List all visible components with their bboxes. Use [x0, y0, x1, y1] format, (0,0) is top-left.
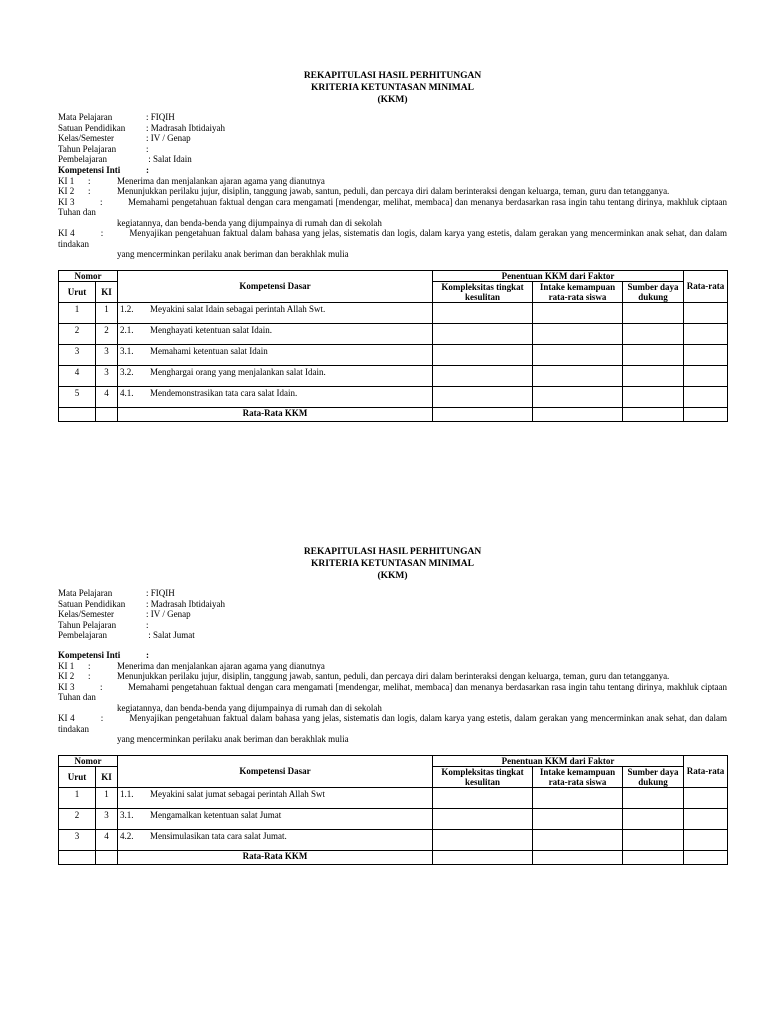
meta-block: [58, 112, 727, 165]
kkm-section-1: [58, 70, 730, 422]
cell-ki: 4: [96, 386, 118, 407]
cell-ki: 4: [96, 829, 118, 850]
header-ki: KI: [96, 766, 118, 787]
cell-empty: [533, 407, 623, 421]
cell-kompetensi-dasar: 2.1. Menghayati ketentuan salat Idain.: [118, 323, 433, 344]
cell-ki: 1: [96, 787, 118, 808]
cell-kompetensi-dasar: 3.1. Memahami ketentuan salat Idain: [118, 344, 433, 365]
meta-mata-pelajaran: Mata Pelajaran : FIQIH: [58, 588, 175, 598]
cell-intake: [533, 323, 623, 344]
kompetensi-inti-heading: Kompetensi Inti :: [58, 649, 149, 660]
cell-urut: 4: [59, 365, 96, 386]
cell-sumber-daya: [623, 365, 684, 386]
kkm-table: [58, 755, 728, 865]
cell-urut: 3: [59, 829, 96, 850]
cell-ki: 2: [96, 323, 118, 344]
ki-3-continued: kegiatannya, dan benda-benda yang dijumpainya di rumah dan di sekolah: [117, 217, 382, 228]
cell-kompleksitas: [433, 386, 533, 407]
kkm-section-2: [58, 546, 730, 865]
cell-ki: 3: [96, 344, 118, 365]
meta-kelas-semester: Kelas/Semester : IV / Genap: [58, 133, 191, 143]
cell-urut: 2: [59, 323, 96, 344]
header-nomor: Nomor: [59, 755, 118, 766]
header-nomor: Nomor: [59, 270, 118, 281]
ki-3: KI 3 : Memahami pengetahuan faktual dengan cara mengamati [mendengar, melihat, membaca] dan menanya berdasarkan rasa ingin tahu tentang dirinya, makhluk ciptaan Tuhan dan: [58, 681, 730, 702]
kkm-table: [58, 270, 728, 422]
ki-4: KI 4 : Menyajikan pengetahuan faktual dalam bahasa yang jelas, sistematis dan logis, dalam karya yang estetis, dalam gerakan yang mencerminkan anak sehat, dan dalam tindakan: [58, 713, 730, 734]
header-urut: Urut: [59, 281, 96, 302]
table-row: [59, 808, 728, 829]
cell-empty: [684, 407, 728, 421]
cell-kompetensi-dasar: 4.2. Mensimulasikan tata cara salat Jumat.: [118, 829, 433, 850]
header-kompetensi-dasar: Kompetensi Dasar: [118, 270, 433, 302]
cell-intake: [533, 386, 623, 407]
cell-sumber-daya: [623, 302, 684, 323]
cell-urut: 2: [59, 808, 96, 829]
cell-kompleksitas: [433, 365, 533, 386]
header-kompleksitas: Kompleksitas tingkat kesulitan: [433, 766, 533, 787]
cell-kompleksitas: [433, 323, 533, 344]
meta-kelas-semester: Kelas/Semester : IV / Genap: [58, 609, 191, 619]
cell-sumber-daya: [623, 808, 684, 829]
cell-intake: [533, 344, 623, 365]
header-kompleksitas: Kompleksitas tingkat kesulitan: [433, 281, 533, 302]
ki-1: KI 1 : Menerima dan menjalankan ajaran agama yang dianutnya: [58, 175, 325, 186]
table-row: [59, 365, 728, 386]
ki-4-continued: yang mencerminkan perilaku anak beriman dan berakhlak mulia: [117, 249, 349, 259]
meta-satuan-pendidikan: Satuan Pendidikan : Madrasah Ibtidaiyah: [58, 598, 225, 609]
doc-title: [58, 70, 727, 106]
header-penentuan-kkm: Penentuan KKM dari Faktor: [433, 755, 684, 766]
title-line-2: KRITERIA KETUNTASAN MINIMAL: [311, 559, 474, 569]
cell-sumber-daya: [623, 386, 684, 407]
header-kompetensi-dasar: Kompetensi Dasar: [118, 755, 433, 787]
cell-empty: [59, 407, 96, 421]
cell-rata-rata: [684, 365, 728, 386]
title-line-3: (KKM): [377, 571, 408, 581]
header-sumber-daya: Sumber daya dukung: [623, 281, 684, 302]
doc-title: [58, 546, 727, 582]
meta-mata-pelajaran: Mata Pelajaran : FIQIH: [58, 112, 175, 122]
cell-intake: [533, 808, 623, 829]
cell-intake: [533, 302, 623, 323]
average-row: [59, 407, 728, 421]
cell-empty: [623, 407, 684, 421]
cell-intake: [533, 365, 623, 386]
header-intake: Intake kemampuan rata-rata siswa: [533, 281, 623, 302]
meta-block: [58, 588, 727, 641]
cell-kompetensi-dasar: 1.1. Meyakini salat jumat sebagai perintah Allah Swt: [118, 787, 433, 808]
ki-2: KI 2 : Menunjukkan perilaku jujur, disiplin, tanggung jawab, santun, peduli, dan percaya diri dalam berinteraksi dengan keluarga, teman, guru dan tetangganya.: [58, 186, 670, 196]
cell-rata-rata: [684, 787, 728, 808]
cell-empty: [59, 850, 96, 864]
cell-kompetensi-dasar: 3.1. Mengamalkan ketentuan salat Jumat: [118, 808, 433, 829]
cell-empty: [623, 850, 684, 864]
average-label: Rata-Rata KKM: [118, 407, 433, 421]
cell-kompleksitas: [433, 787, 533, 808]
kompetensi-inti-heading: Kompetensi Inti :: [58, 164, 149, 175]
cell-empty: [96, 850, 118, 864]
ki-3-continued: kegiatannya, dan benda-benda yang dijumpainya di rumah dan di sekolah: [117, 702, 382, 713]
table-row: [59, 386, 728, 407]
header-ki: KI: [96, 281, 118, 302]
cell-urut: 3: [59, 344, 96, 365]
ki-2: KI 2 : Menunjukkan perilaku jujur, disiplin, tanggung jawab, santun, peduli, dan percaya diri dalam berinteraksi dengan keluarga, teman, guru dan tetangganya.: [58, 671, 670, 681]
cell-sumber-daya: [623, 323, 684, 344]
cell-intake: [533, 787, 623, 808]
table-row: [59, 787, 728, 808]
table-row: [59, 323, 728, 344]
cell-kompetensi-dasar: 1.2. Meyakini salat Idain sebagai perintah Allah Swt.: [118, 302, 433, 323]
cell-empty: [433, 850, 533, 864]
header-rata-rata: Rata-rata: [684, 755, 728, 787]
title-line-1: REKAPITULASI HASIL PERHITUNGAN: [303, 547, 482, 557]
table-row: [59, 344, 728, 365]
cell-empty: [533, 850, 623, 864]
cell-rata-rata: [684, 829, 728, 850]
ki-4: KI 4 : Menyajikan pengetahuan faktual dalam bahasa yang jelas, sistematis dan logis, dalam karya yang estetis, dalam gerakan yang mencerminkan anak sehat, dan dalam tindakan: [58, 228, 730, 249]
cell-rata-rata: [684, 302, 728, 323]
cell-urut: 1: [59, 787, 96, 808]
cell-empty: [96, 407, 118, 421]
cell-urut: 1: [59, 302, 96, 323]
meta-tahun-pelajaran: Tahun Pelajaran :: [58, 143, 149, 154]
header-sumber-daya: Sumber daya dukung: [623, 766, 684, 787]
cell-urut: 5: [59, 386, 96, 407]
cell-sumber-daya: [623, 787, 684, 808]
cell-rata-rata: [684, 808, 728, 829]
title-line-2: KRITERIA KETUNTASAN MINIMAL: [311, 83, 474, 93]
cell-kompetensi-dasar: 4.1. Mendemonstrasikan tata cara salat Idain.: [118, 386, 433, 407]
ki-4-continued: yang mencerminkan perilaku anak beriman dan berakhlak mulia: [117, 734, 349, 744]
meta-satuan-pendidikan: Satuan Pendidikan : Madrasah Ibtidaiyah: [58, 122, 225, 133]
cell-kompetensi-dasar: 3.2. Menghargai orang yang menjalankan salat Idain.: [118, 365, 433, 386]
ki-1: KI 1 : Menerima dan menjalankan ajaran agama yang dianutnya: [58, 660, 325, 671]
title-line-3: (KKM): [377, 95, 408, 105]
header-urut: Urut: [59, 766, 96, 787]
cell-sumber-daya: [623, 829, 684, 850]
cell-kompleksitas: [433, 302, 533, 323]
title-line-1: REKAPITULASI HASIL PERHITUNGAN: [303, 71, 482, 81]
header-intake: Intake kemampuan rata-rata siswa: [533, 766, 623, 787]
cell-sumber-daya: [623, 344, 684, 365]
cell-ki: 3: [96, 365, 118, 386]
cell-kompleksitas: [433, 829, 533, 850]
header-penentuan-kkm: Penentuan KKM dari Faktor: [433, 270, 684, 281]
cell-kompleksitas: [433, 808, 533, 829]
cell-empty: [684, 850, 728, 864]
cell-rata-rata: [684, 323, 728, 344]
cell-ki: 1: [96, 302, 118, 323]
table-header-row-1: [59, 270, 728, 281]
average-row: [59, 850, 728, 864]
cell-kompleksitas: [433, 344, 533, 365]
table-header-row-1: [59, 755, 728, 766]
cell-empty: [433, 407, 533, 421]
cell-ki: 3: [96, 808, 118, 829]
cell-rata-rata: [684, 344, 728, 365]
meta-pembelajaran: Pembelajaran : Salat Idain: [58, 154, 192, 164]
table-row: [59, 302, 728, 323]
meta-tahun-pelajaran: Tahun Pelajaran :: [58, 619, 149, 630]
cell-intake: [533, 829, 623, 850]
header-rata-rata: Rata-rata: [684, 270, 728, 302]
meta-pembelajaran: Pembelajaran : Salat Jumat: [58, 630, 195, 640]
average-label: Rata-Rata KKM: [118, 850, 433, 864]
cell-rata-rata: [684, 386, 728, 407]
ki-3: KI 3 : Memahami pengetahuan faktual dengan cara mengamati [mendengar, melihat, membaca] dan menanya berdasarkan rasa ingin tahu tentang dirinya, makhluk ciptaan Tuhan dan: [58, 196, 730, 217]
table-row: [59, 829, 728, 850]
